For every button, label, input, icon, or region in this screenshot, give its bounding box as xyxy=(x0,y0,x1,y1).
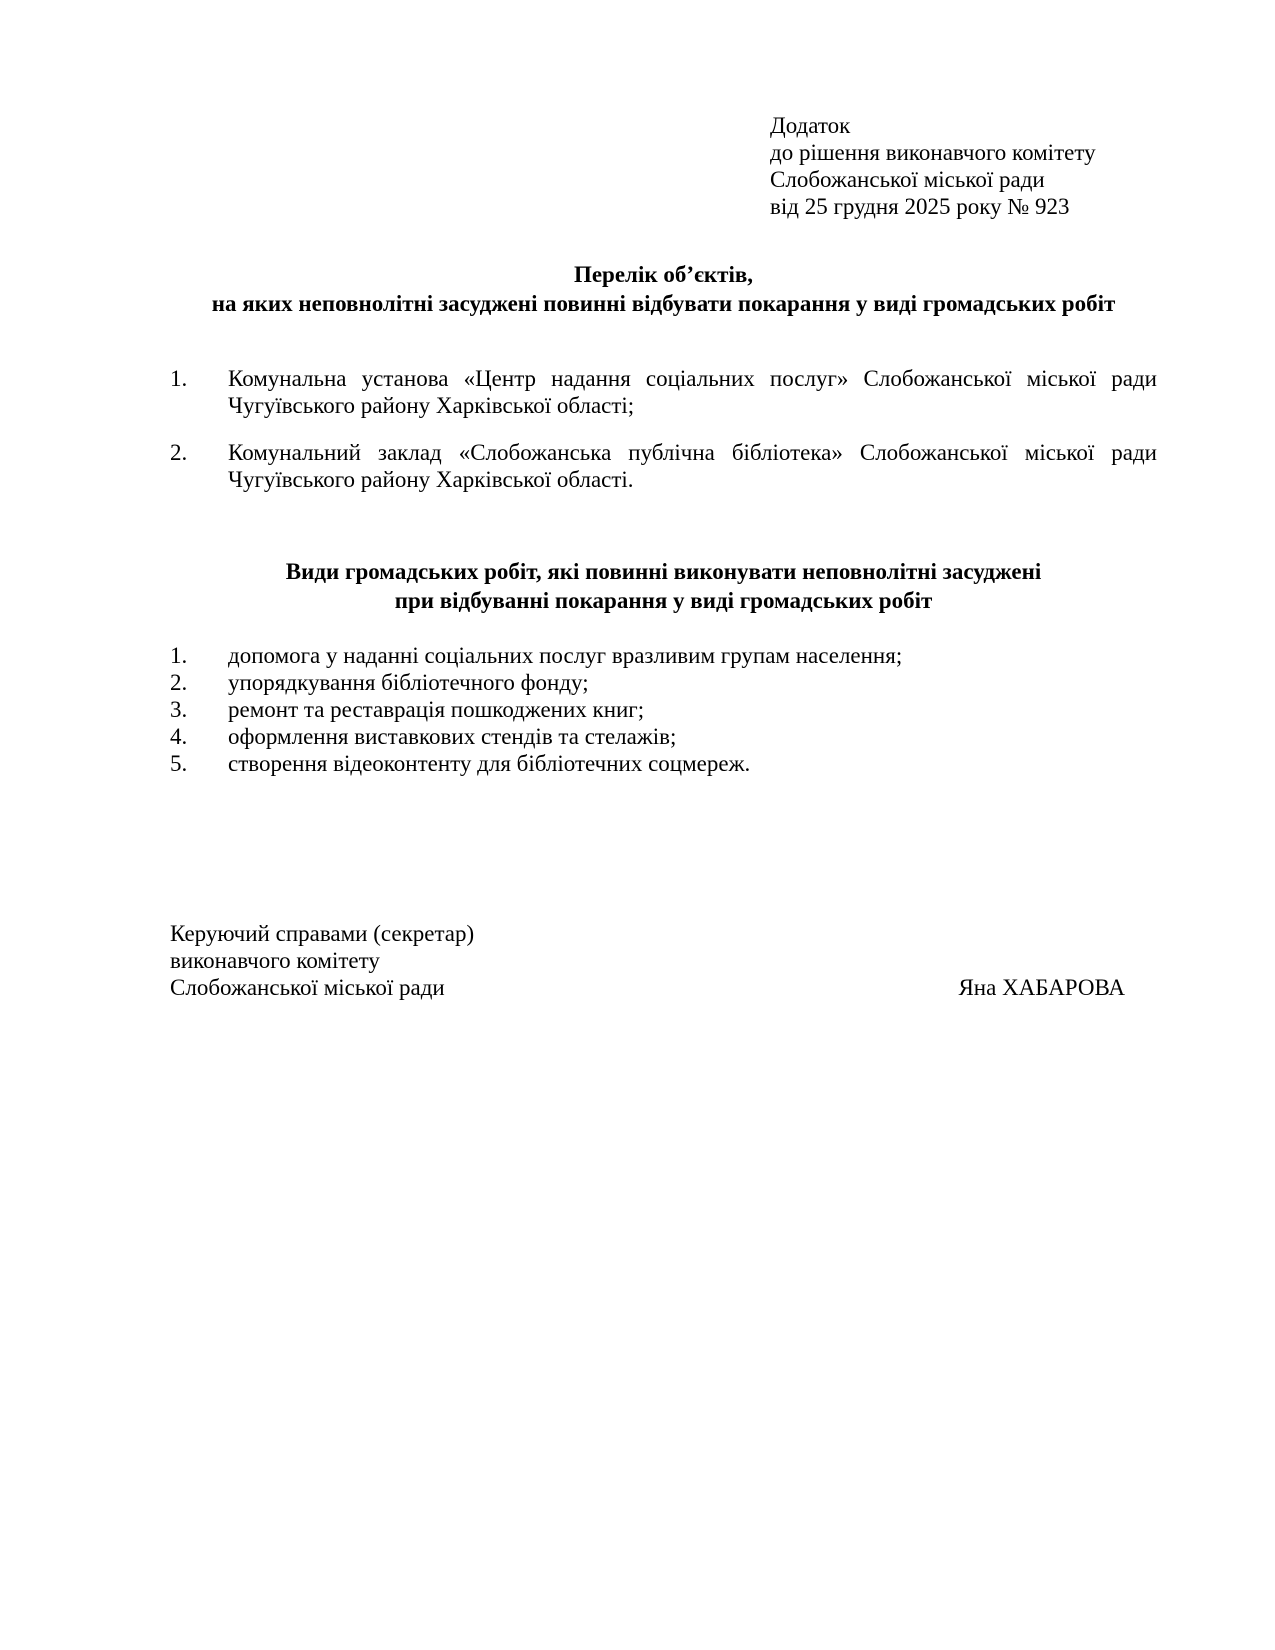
appendix-reference-block xyxy=(770,112,1096,220)
list-item-number: 1. xyxy=(170,643,188,668)
signature-block xyxy=(170,920,1157,1001)
list-item-text: створення відеоконтенту для бібліотечних соцмереж. xyxy=(228,751,751,776)
decision-reference-line: до рішення виконавчого комітету xyxy=(770,140,1096,165)
list-item-text: Комунальний заклад «Слобожанська публічна бібліотека» Слобожанської міської ради Чугуївського району Харківської області. xyxy=(228,440,1157,492)
list-item xyxy=(170,750,1157,777)
works-list xyxy=(170,642,1157,777)
objects-title-line1: Перелік об’єктів, xyxy=(573,262,754,287)
list-item-number: 2. xyxy=(170,440,188,465)
council-name-line: Слобожанської міської ради xyxy=(770,167,1045,192)
works-section-title xyxy=(170,557,1157,615)
list-item xyxy=(170,696,1157,723)
objects-title-line2: на яких неповнолітні засуджені повинні відбувати покарання у виді громадських робіт xyxy=(211,291,1116,316)
works-title-line2: при відбуванні покарання у виді громадських робіт xyxy=(394,588,933,613)
list-item-number: 1. xyxy=(170,366,188,391)
list-item-text: упорядкування бібліотечного фонду; xyxy=(228,670,589,695)
list-item-text: ремонт та реставрація пошкоджених книг; xyxy=(228,697,645,722)
list-item-number: 2. xyxy=(170,670,188,695)
list-item-text: оформлення виставкових стендів та стелажів; xyxy=(228,724,677,749)
list-item xyxy=(170,439,1157,493)
list-item-text: Комунальна установа «Центр надання соціальних послуг» Слобожанської міської ради Чугуївського району Харківської області; xyxy=(228,366,1157,418)
list-item-number: 4. xyxy=(170,724,188,749)
signatory-name: Яна ХАБАРОВА xyxy=(958,975,1125,1000)
decision-date-number-line: від 25 грудня 2025 року № 923 xyxy=(770,194,1070,219)
signature-row xyxy=(170,974,1157,1001)
signatory-role-line3: Слобожанської міської ради xyxy=(170,975,445,1000)
signatory-role-line2: виконавчого комітету xyxy=(170,948,380,973)
signatory-role-line1: Керуючий справами (секретар) xyxy=(170,921,475,946)
list-item xyxy=(170,723,1157,750)
list-item xyxy=(170,669,1157,696)
list-item xyxy=(170,642,1157,669)
objects-section-title xyxy=(170,260,1157,318)
list-item-text: допомога у наданні соціальних послуг вразливим групам населення; xyxy=(228,643,903,668)
list-item-number: 5. xyxy=(170,751,188,776)
list-item xyxy=(170,365,1157,419)
objects-list xyxy=(170,365,1157,513)
appendix-label: Додаток xyxy=(770,113,851,138)
list-item-number: 3. xyxy=(170,697,188,722)
works-title-line1: Види громадських робіт, які повинні виконувати неповнолітні засуджені xyxy=(285,559,1042,584)
